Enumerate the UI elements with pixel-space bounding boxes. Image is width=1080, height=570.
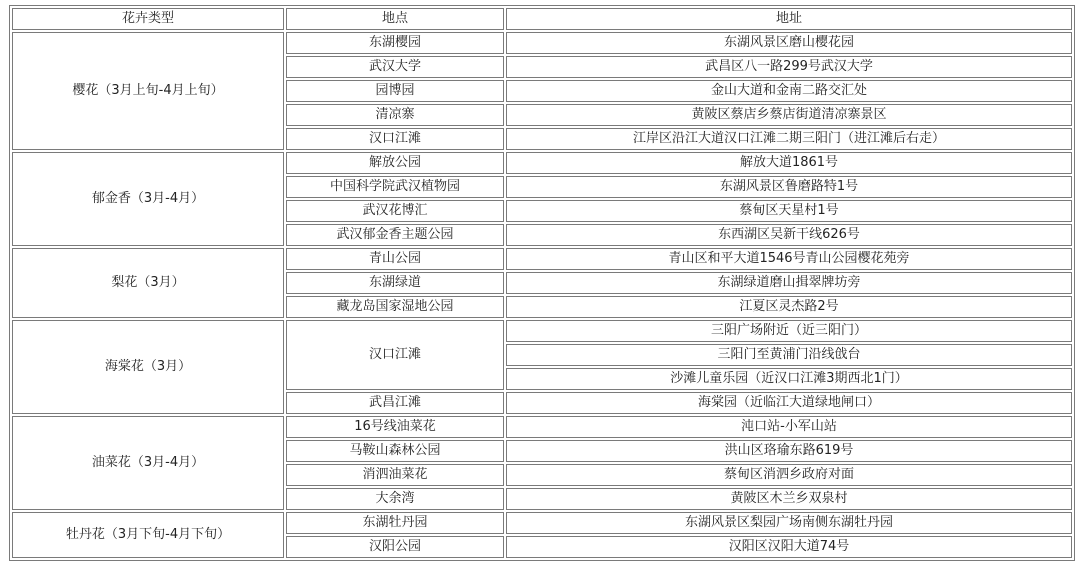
location-cell: 马鞍山森林公园 <box>286 440 504 462</box>
location-cell: 武昌江滩 <box>286 392 504 414</box>
location-cell: 武汉花博汇 <box>286 200 504 222</box>
table-row <box>12 152 1072 174</box>
location-cell: 东湖牡丹园 <box>286 512 504 534</box>
flower-type-cell: 郁金香（3月-4月） <box>12 152 284 246</box>
address-cell: 东湖风景区磨山樱花园 <box>506 32 1072 54</box>
flower-type-cell: 梨花（3月） <box>12 248 284 318</box>
address-cell: 东湖风景区鲁磨路特1号 <box>506 176 1072 198</box>
address-cell: 东湖绿道磨山揖翠牌坊旁 <box>506 272 1072 294</box>
table-row <box>12 416 1072 438</box>
table-body <box>12 32 1072 558</box>
address-cell: 青山区和平大道1546号青山公园樱花苑旁 <box>506 248 1072 270</box>
table-row <box>12 248 1072 270</box>
address-cell: 蔡甸区消泗乡政府对面 <box>506 464 1072 486</box>
location-cell: 武汉郁金香主题公园 <box>286 224 504 246</box>
location-cell: 武汉大学 <box>286 56 504 78</box>
table-row <box>12 320 1072 342</box>
location-cell: 汉阳公园 <box>286 536 504 558</box>
location-cell: 解放公园 <box>286 152 504 174</box>
address-cell: 金山大道和金南二路交汇处 <box>506 80 1072 102</box>
address-cell: 沌口站-小军山站 <box>506 416 1072 438</box>
location-cell: 东湖绿道 <box>286 272 504 294</box>
location-cell: 大余湾 <box>286 488 504 510</box>
header-flower-type: 花卉类型 <box>12 8 284 30</box>
flower-type-cell: 樱花（3月上旬-4月上旬） <box>12 32 284 150</box>
location-cell: 东湖樱园 <box>286 32 504 54</box>
location-cell: 消泗油菜花 <box>286 464 504 486</box>
address-cell: 江夏区灵杰路2号 <box>506 296 1072 318</box>
location-cell: 16号线油菜花 <box>286 416 504 438</box>
address-cell: 蔡甸区天星村1号 <box>506 200 1072 222</box>
address-cell: 黄陂区木兰乡双泉村 <box>506 488 1072 510</box>
address-cell: 三阳广场附近（近三阳门） <box>506 320 1072 342</box>
flower-type-cell: 牡丹花（3月下旬-4月下旬） <box>12 512 284 558</box>
address-cell: 解放大道1861号 <box>506 152 1072 174</box>
table-row <box>12 512 1072 534</box>
flower-type-cell: 油菜花（3月-4月） <box>12 416 284 510</box>
address-cell: 沙滩儿童乐园（近汉口江滩3期西北1门） <box>506 368 1072 390</box>
flower-locations-table <box>9 5 1075 561</box>
header-address: 地址 <box>506 8 1072 30</box>
address-cell: 武昌区八一路299号武汉大学 <box>506 56 1072 78</box>
location-cell: 汉口江滩 <box>286 320 504 390</box>
address-cell: 东湖风景区梨园广场南侧东湖牡丹园 <box>506 512 1072 534</box>
header-location: 地点 <box>286 8 504 30</box>
address-cell: 黄陂区蔡店乡蔡店街道清凉寨景区 <box>506 104 1072 126</box>
address-cell: 江岸区沿江大道汉口江滩二期三阳门（进江滩后右走） <box>506 128 1072 150</box>
flower-type-cell: 海棠花（3月） <box>12 320 284 414</box>
address-cell: 洪山区珞瑜东路619号 <box>506 440 1072 462</box>
location-cell: 藏龙岛国家湿地公园 <box>286 296 504 318</box>
location-cell: 汉口江滩 <box>286 128 504 150</box>
address-cell: 东西湖区吴新干线626号 <box>506 224 1072 246</box>
location-cell: 青山公园 <box>286 248 504 270</box>
table-header-row <box>12 8 1072 30</box>
address-cell: 海棠园（近临江大道绿地闸口） <box>506 392 1072 414</box>
location-cell: 清凉寨 <box>286 104 504 126</box>
address-cell: 三阳门至黄浦门沿线戗台 <box>506 344 1072 366</box>
location-cell: 园博园 <box>286 80 504 102</box>
location-cell: 中国科学院武汉植物园 <box>286 176 504 198</box>
address-cell: 汉阳区汉阳大道74号 <box>506 536 1072 558</box>
table-row <box>12 32 1072 54</box>
